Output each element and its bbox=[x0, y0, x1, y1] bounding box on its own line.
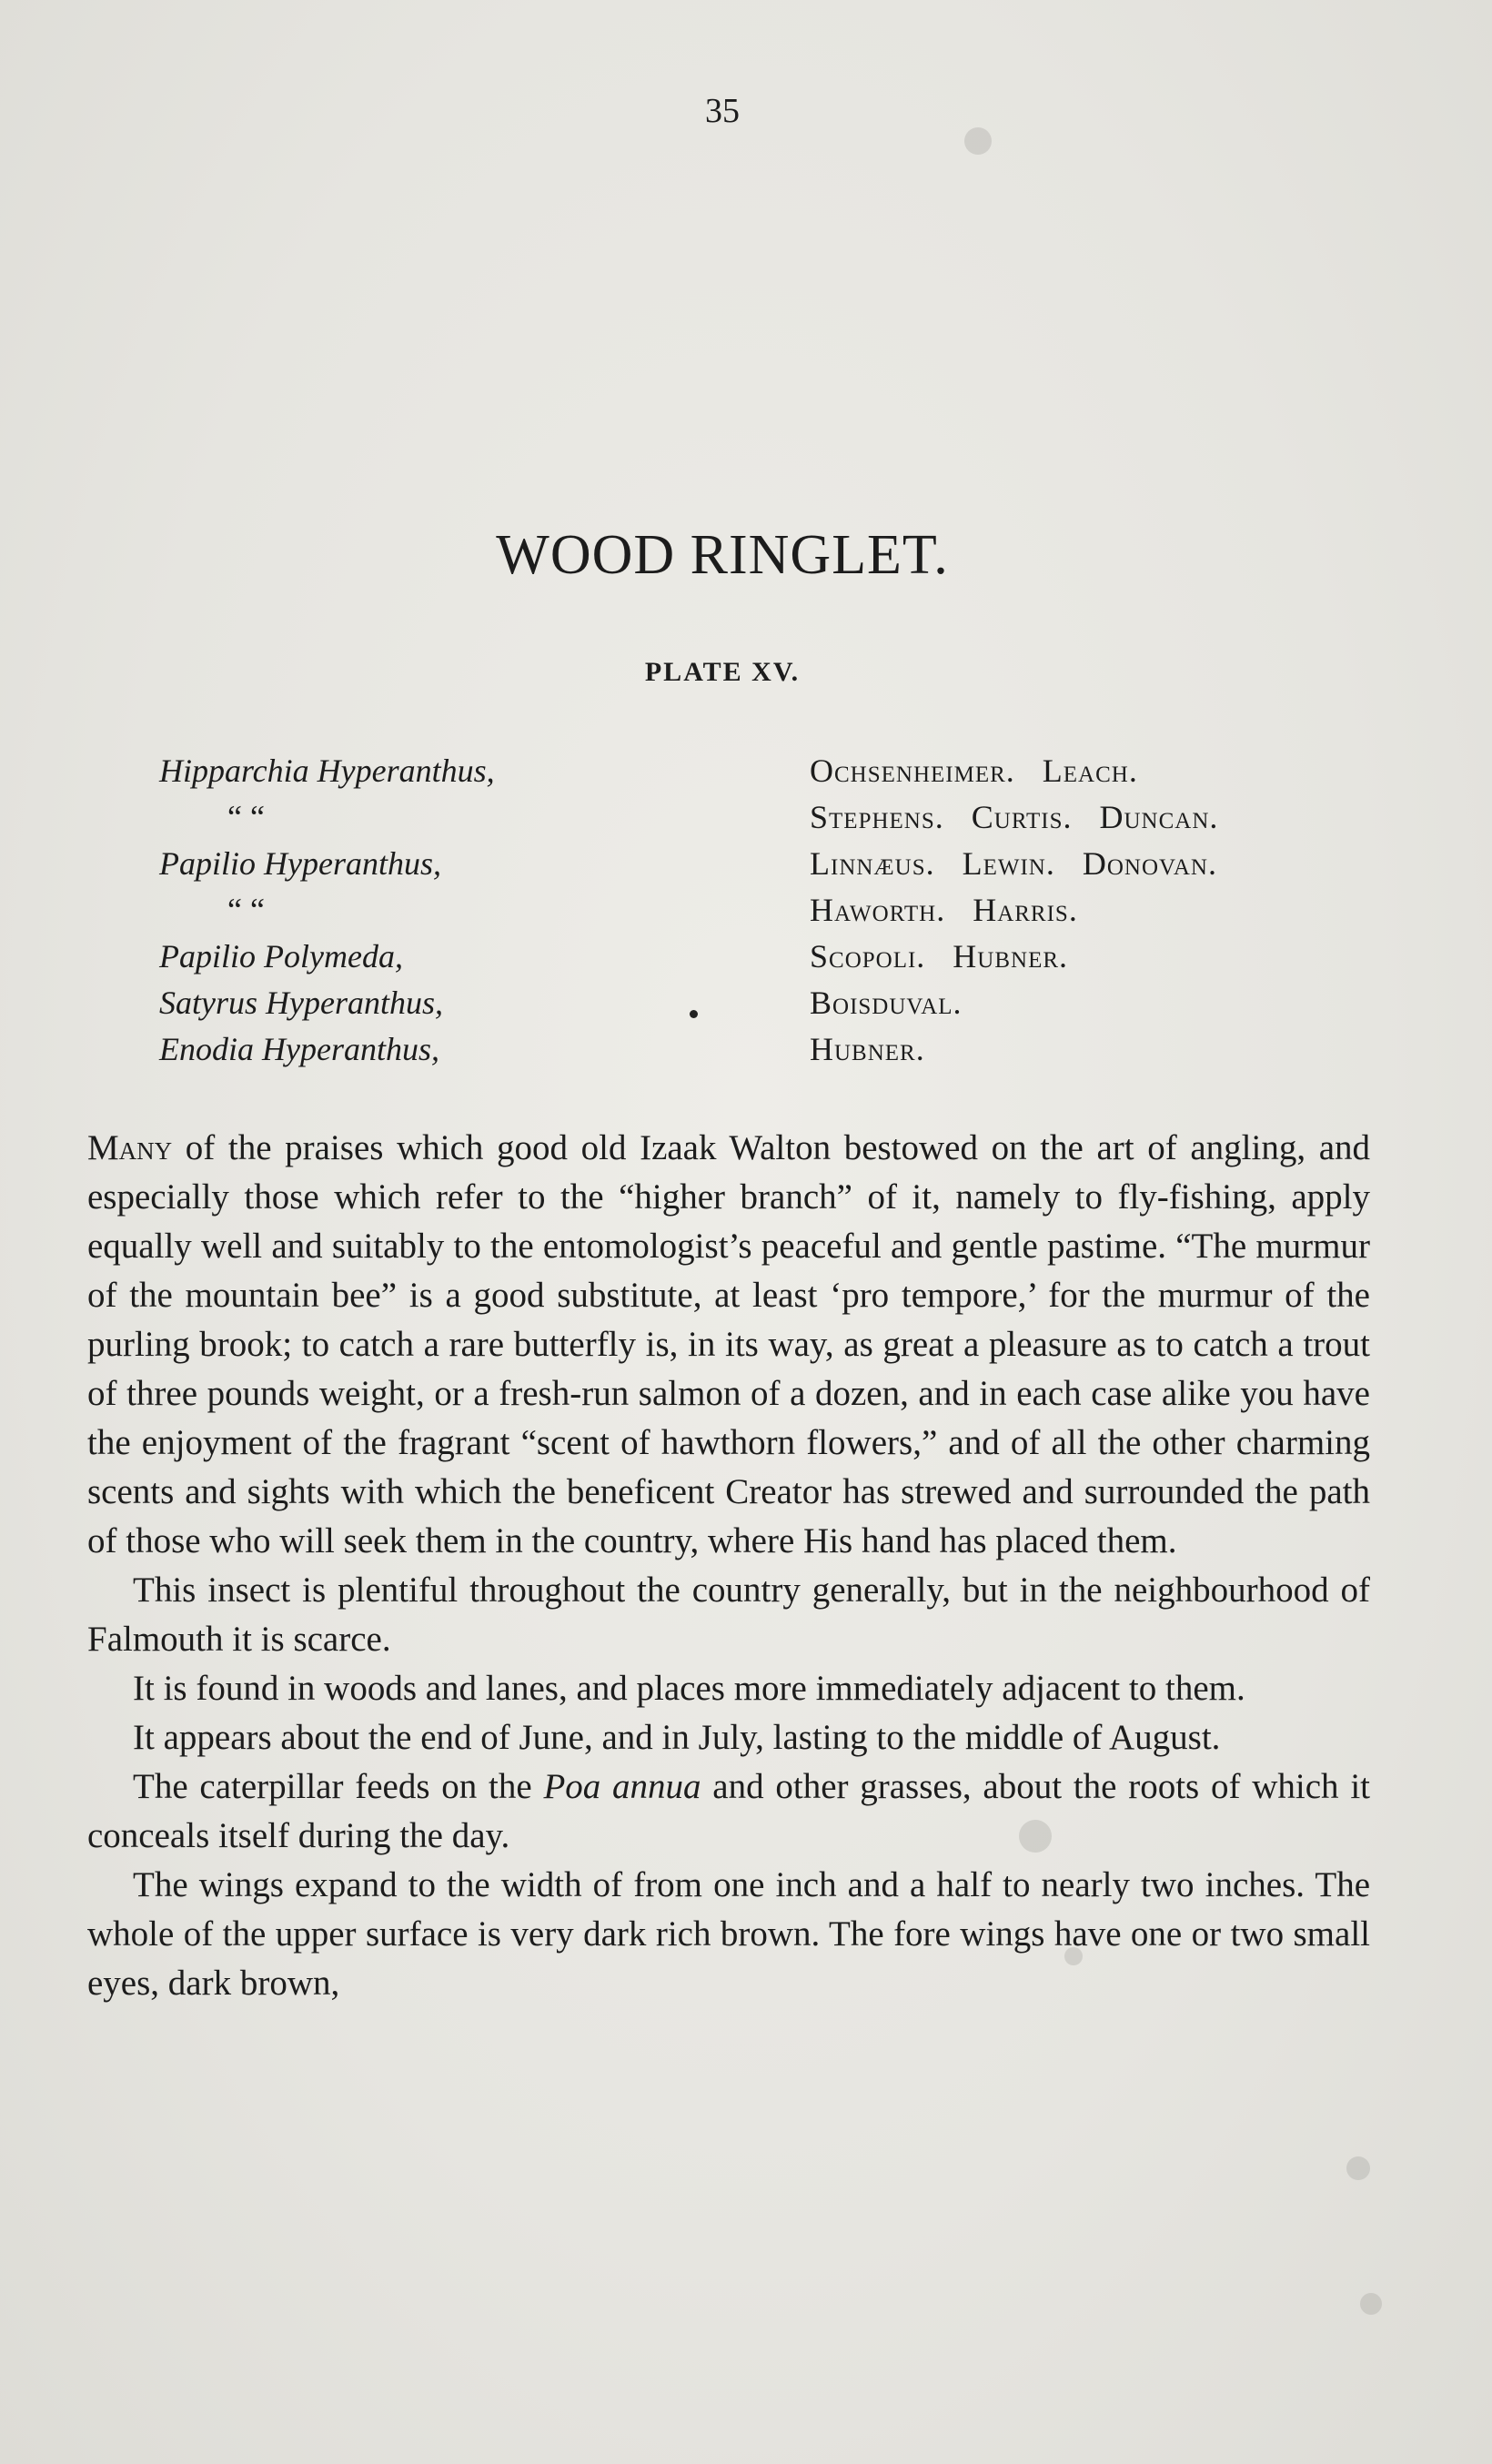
paper-stain bbox=[1360, 2293, 1382, 2315]
synonym-row bbox=[159, 844, 1378, 891]
synonym-authorities: Boisduval. bbox=[810, 985, 963, 1021]
synonym-row bbox=[159, 1030, 1378, 1076]
page-title: WOOD RINGLET. bbox=[496, 524, 949, 586]
synonym-name: Papilio Hyperanthus, bbox=[159, 845, 441, 882]
synonym-authorities: Linnæus. Lewin. Donovan. bbox=[810, 845, 1217, 882]
paragraph: The wings expand to the width of from one inch and a half to nearly two inches. The whole of the upper surface is very dark rich brown. The fore wings have one or two small eyes, dark brown, bbox=[87, 1865, 1370, 2003]
paragraph-text: The caterpillar feeds on the bbox=[133, 1767, 544, 1806]
ink-dot bbox=[690, 1010, 698, 1018]
synonym-name: Papilio Polymeda, bbox=[159, 938, 403, 974]
synonym-row bbox=[159, 752, 1378, 798]
synonym-row bbox=[159, 891, 1378, 937]
plate-heading: PLATE XV. bbox=[644, 657, 801, 687]
synonym-row bbox=[159, 984, 1378, 1030]
paper-stain bbox=[1346, 2156, 1370, 2180]
synonym-authorities: Stephens. Curtis. Duncan. bbox=[810, 799, 1219, 835]
synonym-authorities: Haworth. Harris. bbox=[810, 892, 1078, 928]
synonym-ditto: “ “ bbox=[227, 799, 265, 835]
paragraph-text: of the praises which good old Izaak Walton bestowed on the art of angling, and especially those which refer to the “higher branch” of it, namely to fly-fishing, apply equally well and suitably to the entomologist’s peaceful and gentle pastime. “The murmur of the mountain bee” is a good substitute, at least ‘pro tempore,’ for the murmur of the purling brook; to catch a rare butterfly is, in its way, as great a pleasure as to catch a trout of three pounds weight, or a fresh-run salmon of a dozen, and in each case alike you have the enjoyment of the fragrant “scent of hawthorn flowers,” and of all the other charming scents and sights with which the beneficent Creator has strewed and surrounded the path of those who will seek them in the country, where His hand has placed them. bbox=[87, 1128, 1370, 1560]
synonym-ditto: “ “ bbox=[227, 892, 265, 928]
synonym-name: Satyrus Hyperanthus, bbox=[159, 985, 443, 1021]
synonym-name: Enodia Hyperanthus, bbox=[159, 1031, 439, 1067]
species-name: Poa annua bbox=[543, 1767, 701, 1806]
synonym-authorities: Scopoli. Hubner. bbox=[810, 938, 1069, 974]
paragraph-text: and other grasses, about the roots of which it conceals itself during the day. bbox=[87, 1767, 1370, 1855]
synonym-name: Hipparchia Hyperanthus, bbox=[159, 752, 495, 789]
paper-stain bbox=[964, 127, 992, 155]
body-text bbox=[87, 1124, 1370, 2008]
paragraph bbox=[87, 1762, 1370, 1861]
synonymy-list bbox=[159, 752, 1378, 1076]
synonym-row bbox=[159, 798, 1378, 844]
synonym-authorities: Hubner. bbox=[810, 1031, 925, 1067]
paragraph: This insect is plentiful throughout the country generally, but in the neighbourhood of Falmouth it is scarce. bbox=[87, 1570, 1370, 1659]
paragraph bbox=[87, 1124, 1370, 1566]
page-number: 35 bbox=[705, 92, 740, 130]
paragraph: It is found in woods and lanes, and places more immediately adjacent to them. bbox=[133, 1669, 1245, 1708]
paragraph: It appears about the end of June, and in July, lasting to the middle of August. bbox=[133, 1718, 1221, 1757]
synonym-authorities: Ochsenheimer. Leach. bbox=[810, 752, 1138, 789]
drop-word: Many bbox=[87, 1128, 173, 1167]
synonym-row bbox=[159, 937, 1378, 984]
